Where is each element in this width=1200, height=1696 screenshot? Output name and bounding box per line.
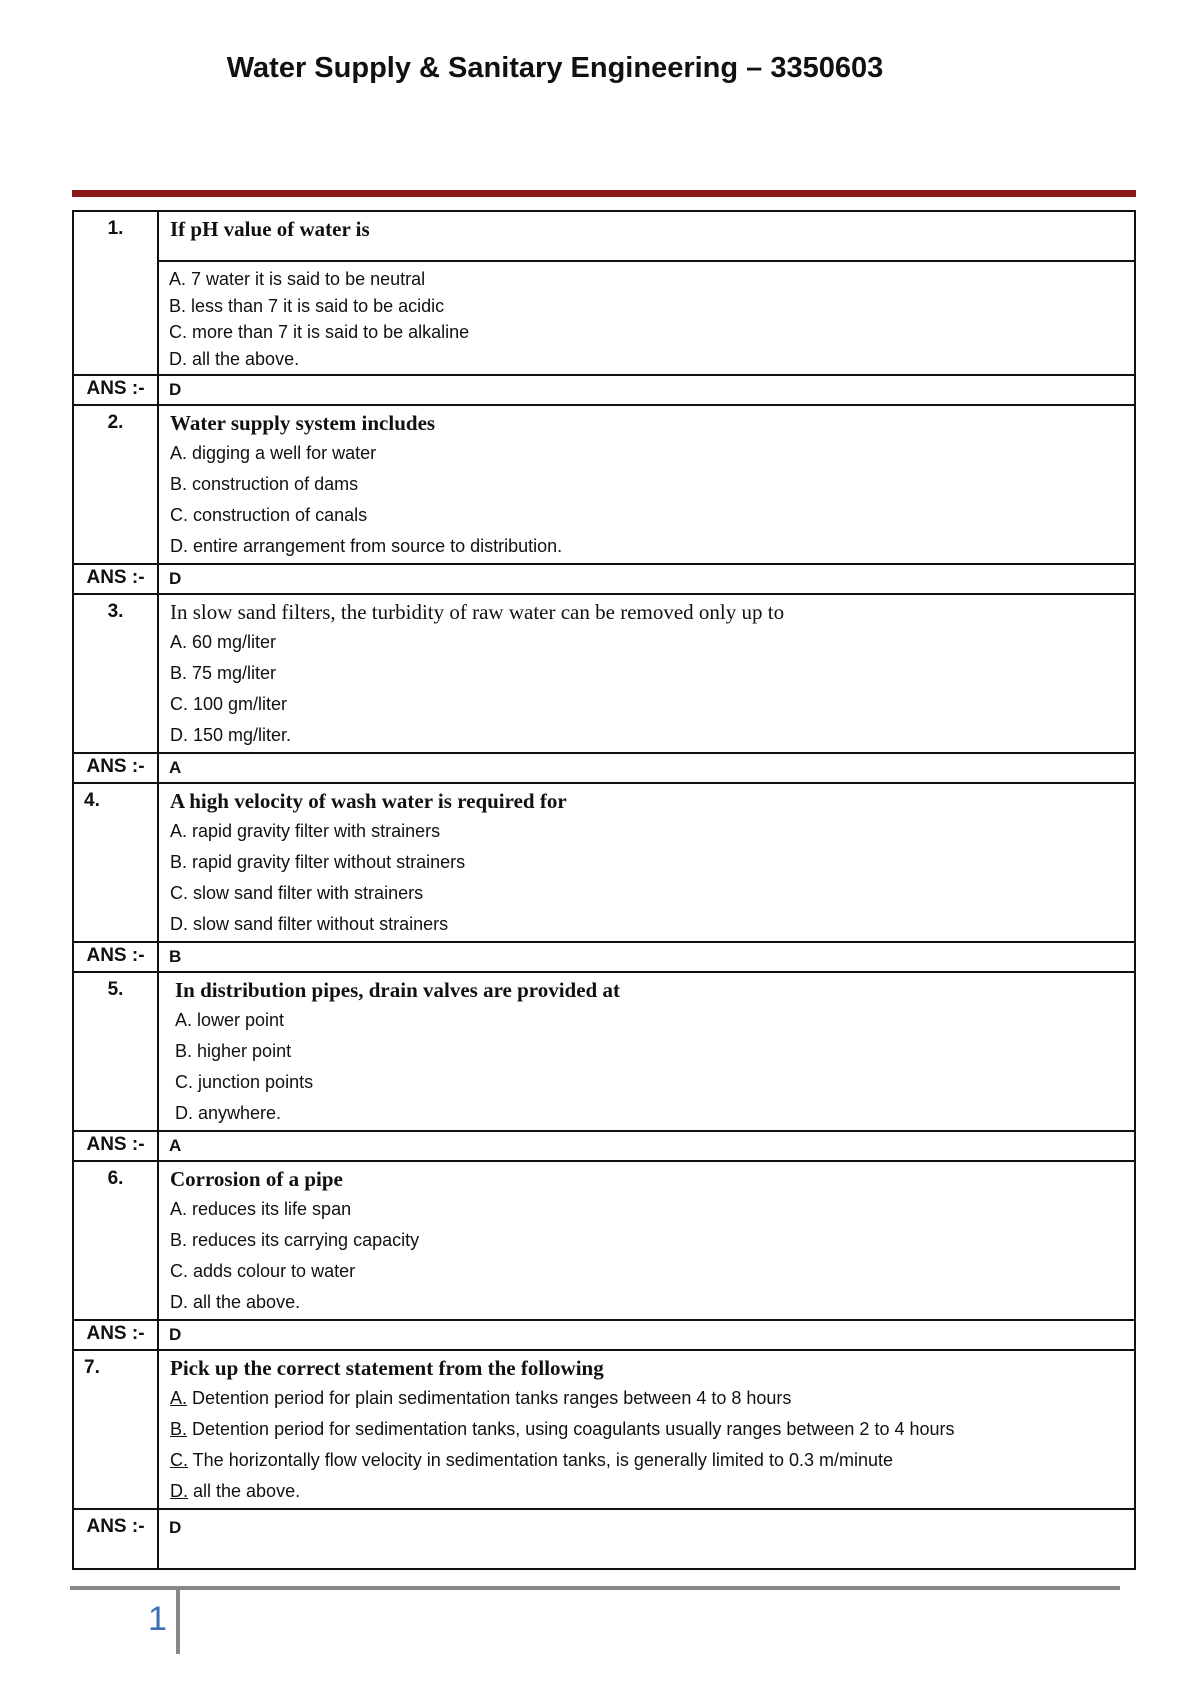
answer-label: ANS :- (73, 564, 158, 594)
option-c: C. adds colour to water (170, 1261, 356, 1281)
question-text: Corrosion of a pipe (170, 1167, 343, 1191)
answer-label: ANS :- (73, 1131, 158, 1161)
question-number: 5. (73, 972, 158, 1131)
answer-row (73, 1320, 1135, 1350)
option-a: A. reduces its life span (170, 1199, 352, 1219)
question-number: 2. (73, 405, 158, 564)
options-row (73, 261, 1135, 375)
option-b: B. construction of dams (170, 474, 359, 494)
option-d: D. entire arrangement from source to distribution. (170, 536, 563, 556)
option-c: C. construction of canals (170, 505, 368, 525)
answer-value: A (158, 1131, 1135, 1161)
question-text: If pH value of water is (170, 217, 370, 241)
question-text: In slow sand filters, the turbidity of raw water can be removed only up to (170, 600, 785, 624)
option-d: D. anywhere. (175, 1103, 282, 1123)
option-c: C. slow sand filter with strainers (170, 883, 424, 903)
option-b: B. rapid gravity filter without strainers (170, 852, 466, 872)
option-text: The horizontally flow velocity in sedimentation tanks, is generally limited to 0.3 m/minute (188, 1450, 893, 1470)
option-d: D. slow sand filter without strainers (170, 914, 449, 934)
option-b: B. 75 mg/liter (170, 663, 277, 683)
answer-value: A (158, 753, 1135, 783)
footer-rule (70, 1586, 1120, 1590)
option-a: A. 60 mg/liter (170, 632, 277, 652)
option-a (160, 1383, 1133, 1414)
header-rule (72, 190, 1136, 197)
option-d: D. all the above. (170, 1292, 301, 1312)
option-text: Detention period for plain sedimentation tanks ranges between 4 to 8 hours (187, 1388, 792, 1408)
answer-row (73, 564, 1135, 594)
option-a: A. 7 water it is said to be neutral (169, 269, 426, 289)
question-row (73, 405, 1135, 564)
question-number: 3. (73, 594, 158, 753)
option-d: D. 150 mg/liter. (170, 725, 292, 745)
answer-label: ANS :- (73, 1320, 158, 1350)
question-row (73, 594, 1135, 753)
question-table (72, 210, 1136, 1570)
option-b: B. less than 7 it is said to be acidic (169, 295, 445, 316)
option-d: D. all the above. (169, 348, 300, 369)
answer-value: D (158, 564, 1135, 594)
question-text: Pick up the correct statement from the following (170, 1356, 604, 1380)
question-row (73, 783, 1135, 942)
question-text: Water supply system includes (170, 411, 436, 435)
answer-value: D (158, 1320, 1135, 1350)
question-number: 1. (73, 211, 158, 375)
question-number: 7. (73, 1350, 158, 1509)
option-b (160, 1414, 1133, 1445)
answer-label: ANS :- (73, 1509, 158, 1569)
answer-row (73, 753, 1135, 783)
option-letter: B. (170, 1419, 188, 1439)
answer-label: ANS :- (73, 942, 158, 972)
answer-label: ANS :- (73, 753, 158, 783)
document-title: Water Supply & Sanitary Engineering – 3350603 (226, 52, 884, 84)
option-text: Detention period for sedimentation tanks, using coagulants usually ranges between 2 to 4 hours (187, 1419, 955, 1439)
option-letter: D. (170, 1481, 188, 1501)
option-c (160, 1445, 1133, 1476)
answer-label: ANS :- (73, 375, 158, 405)
option-d (160, 1476, 1133, 1507)
option-c: C. junction points (175, 1072, 314, 1092)
option-letter: A. (170, 1388, 188, 1408)
option-c: C. more than 7 it is said to be alkaline (169, 322, 470, 342)
answer-value: D (158, 375, 1135, 405)
answer-row (73, 1509, 1135, 1569)
option-a: A. rapid gravity filter with strainers (170, 821, 441, 841)
answer-row (73, 1131, 1135, 1161)
question-number: 4. (73, 783, 158, 942)
footer-divider (176, 1590, 180, 1654)
answer-value: B (158, 942, 1135, 972)
option-b: B. reduces its carrying capacity (170, 1230, 420, 1250)
question-text: A high velocity of wash water is required for (170, 789, 567, 813)
question-row (73, 972, 1135, 1131)
answer-row (73, 942, 1135, 972)
option-a: A. digging a well for water (170, 443, 377, 463)
option-a: A. lower point (175, 1010, 285, 1030)
option-letter: C. (170, 1450, 188, 1470)
option-b: B. higher point (175, 1041, 292, 1061)
answer-row (73, 375, 1135, 405)
page-number: 1 (148, 1600, 167, 1638)
question-text: In distribution pipes, drain valves are provided at (175, 978, 620, 1002)
question-number: 6. (73, 1161, 158, 1320)
answer-value: D (158, 1509, 1135, 1569)
option-text: all the above. (188, 1481, 301, 1501)
option-c: C. 100 gm/liter (170, 694, 288, 714)
question-row (73, 211, 1135, 261)
question-row (73, 1350, 1135, 1509)
question-row (73, 1161, 1135, 1320)
